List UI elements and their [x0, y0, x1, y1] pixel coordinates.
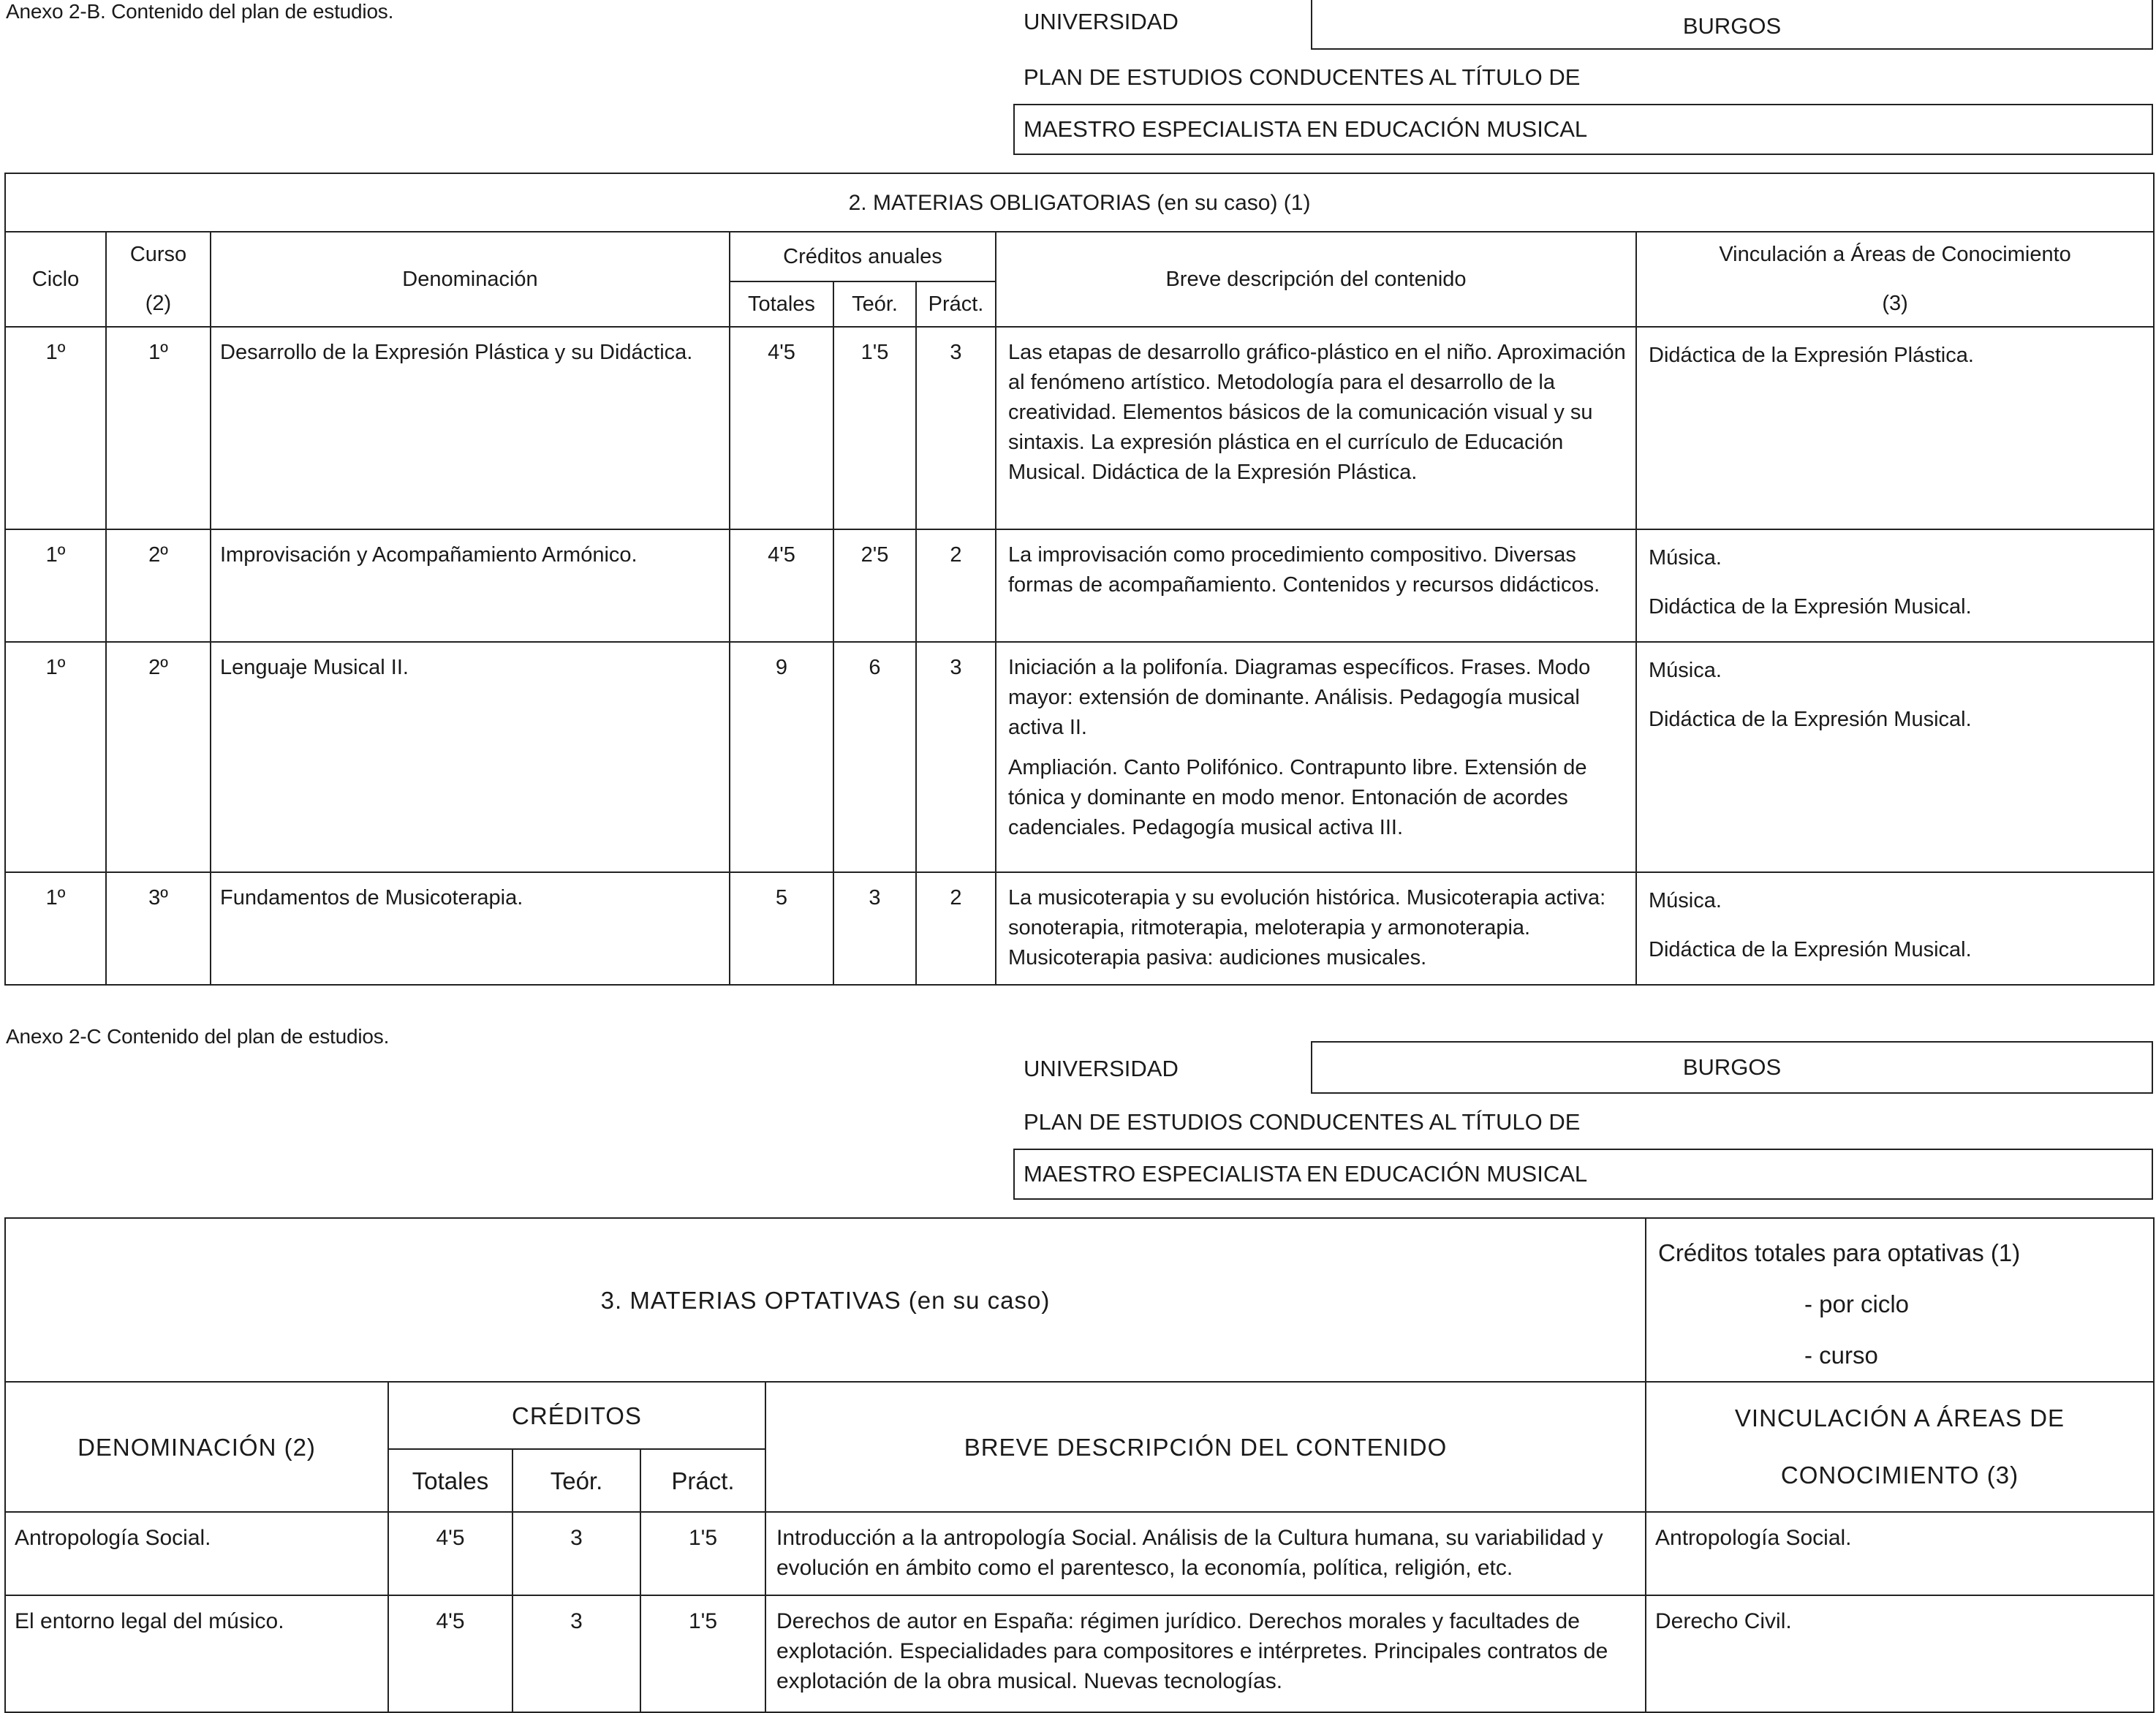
cell-totales: 4'5	[730, 327, 833, 529]
cell-areas	[1636, 872, 2154, 985]
annex-caption: Anexo 2-B. Contenido del plan de estudios.	[6, 0, 394, 23]
descripcion-paragraph: La musicoterapia y su evolución histórica. Musicoterapia activa: sonoterapia, ritmoterapia, meloterapia y armonoterapia. Musicoterapia pasiva: audiciones musicales.	[1008, 886, 1606, 969]
cell-teor: 2'5	[833, 529, 916, 642]
optativas-table	[4, 1217, 2155, 1713]
table-title: 2. MATERIAS OBLIGATORIAS (en su caso) (1)	[5, 173, 2154, 232]
col-header-denominacion: DENOMINACIÓN (2)	[5, 1382, 388, 1512]
cell-pract: 1'5	[640, 1595, 765, 1712]
table-row	[5, 1595, 2154, 1712]
cell-pract: 1'5	[640, 1512, 765, 1595]
descripcion-paragraph: Ampliación. Canto Polifónico. Contrapunto libre. Extensión de tónica y dominante en modo menor. Entonación de acordes cadenciales. Pedagogía musical activa III.	[1008, 756, 1587, 839]
cell-curso: 1º	[106, 327, 211, 529]
university-field	[1311, 0, 2153, 50]
obligatorias-table	[4, 173, 2155, 986]
table-title: 3. MATERIAS OPTATIVAS (en su caso)	[5, 1218, 1646, 1382]
table-row	[5, 327, 2154, 529]
cell-denominacion: Antropología Social.	[5, 1512, 388, 1595]
cell-totales: 5	[730, 872, 833, 985]
cell-denominacion: Fundamentos de Musicoterapia.	[211, 872, 730, 985]
cell-curso: 3º	[106, 872, 211, 985]
curso-note: (2)	[145, 292, 172, 315]
cell-ciclo: 1º	[5, 529, 106, 642]
cell-descripcion	[996, 529, 1636, 642]
cell-pract: 2	[916, 529, 996, 642]
plan-label: PLAN DE ESTUDIOS CONDUCENTES AL TÍTULO DE	[1024, 1109, 1581, 1135]
cell-denominacion: Lenguaje Musical II.	[211, 642, 730, 872]
cell-curso: 2º	[106, 642, 211, 872]
col-header-ciclo: Ciclo	[5, 232, 106, 327]
plan-value: MAESTRO ESPECIALISTA EN EDUCACIÓN MUSICAL	[1024, 1161, 1588, 1187]
plan-value: MAESTRO ESPECIALISTA EN EDUCACIÓN MUSICAL	[1024, 116, 1588, 142]
cell-teor: 3	[512, 1512, 640, 1595]
col-header-denominacion: Denominación	[211, 232, 730, 327]
area-item: Didáctica de la Expresión Musical.	[1649, 595, 1972, 619]
plan-label: PLAN DE ESTUDIOS CONDUCENTES AL TÍTULO DE	[1024, 64, 1581, 90]
cell-ciclo: 1º	[5, 642, 106, 872]
col-header-vinculacion	[1636, 232, 2154, 327]
curso-label: Curso	[129, 243, 187, 266]
cell-descripcion	[996, 642, 1636, 872]
cell-totales: 4'5	[388, 1512, 512, 1595]
area-item: Música.	[1649, 546, 1722, 570]
area-item: Música.	[1649, 659, 1722, 682]
area-item: Didáctica de la Expresión Musical.	[1649, 708, 1972, 731]
university-field	[1311, 1041, 2153, 1094]
col-header-pract: Práct.	[640, 1449, 765, 1512]
cell-ciclo: 1º	[5, 327, 106, 529]
cell-curso: 2º	[106, 529, 211, 642]
col-header-curso	[106, 232, 211, 327]
col-header-totales: Totales	[730, 281, 833, 327]
col-header-creditos: Créditos anuales	[730, 232, 996, 281]
area-item: Didáctica de la Expresión Plástica.	[1649, 344, 1974, 367]
cell-totales: 4'5	[388, 1595, 512, 1712]
cell-descripcion	[996, 327, 1636, 529]
cell-teor: 1'5	[833, 327, 916, 529]
plan-field	[1013, 104, 2153, 155]
cell-area: Antropología Social.	[1646, 1512, 2154, 1595]
annex-caption: Anexo 2-C Contenido del plan de estudios.	[6, 1025, 390, 1048]
cell-area: Derecho Civil.	[1646, 1595, 2154, 1712]
col-header-descripcion: BREVE DESCRIPCIÓN DEL CONTENIDO	[765, 1382, 1646, 1512]
university-value: BURGOS	[1682, 1054, 1782, 1080]
cell-ciclo: 1º	[5, 872, 106, 985]
descripcion-paragraph: La improvisación como procedimiento compositivo. Diversas formas de acompañamiento. Contenidos y recursos didácticos.	[1008, 543, 1600, 597]
cell-pract: 3	[916, 327, 996, 529]
vinculacion-label: Vinculación a Áreas de Conocimiento	[1719, 243, 2071, 266]
col-header-teor: Teór.	[512, 1449, 640, 1512]
table-row	[5, 872, 2154, 985]
cell-pract: 3	[916, 642, 996, 872]
optativas-credits-label: Créditos totales para optativas (1)	[1658, 1239, 2021, 1266]
university-label: UNIVERSIDAD	[1024, 9, 1179, 34]
cell-teor: 3	[512, 1595, 640, 1712]
area-item: Música.	[1649, 889, 1722, 912]
col-header-descripcion: Breve descripción del contenido	[996, 232, 1636, 327]
cell-descripcion: Derechos de autor en España: régimen jurídico. Derechos morales y facultades de explotación. Especialidades para compositores e intérpretes. Principales contratos de explotación de la obra musical. Nuevas tecnologías.	[765, 1595, 1646, 1712]
cell-denominacion: Desarrollo de la Expresión Plástica y su Didáctica.	[211, 327, 730, 529]
cell-descripcion: Introducción a la antropología Social. Análisis de la Cultura humana, su variabilidad y evolución en ámbito como el parentesco, la economía, política, religión, etc.	[765, 1512, 1646, 1595]
col-header-pract: Práct.	[916, 281, 996, 327]
col-header-vinculacion: VINCULACIÓN A ÁREAS DE CONOCIMIENTO (3)	[1646, 1382, 2154, 1512]
cell-denominacion: El entorno legal del músico.	[5, 1595, 388, 1712]
table-row	[5, 642, 2154, 872]
cell-areas	[1636, 529, 2154, 642]
cell-descripcion	[996, 872, 1636, 985]
cell-areas	[1636, 642, 2154, 872]
cell-pract: 2	[916, 872, 996, 985]
university-value: BURGOS	[1682, 13, 1782, 39]
university-label: UNIVERSIDAD	[1024, 1056, 1179, 1081]
cell-teor: 6	[833, 642, 916, 872]
plan-field	[1013, 1149, 2153, 1200]
col-header-teor: Teór.	[833, 281, 916, 327]
cell-denominacion: Improvisación y Acompañamiento Armónico.	[211, 529, 730, 642]
col-header-creditos: CRÉDITOS	[388, 1382, 765, 1449]
cell-teor: 3	[833, 872, 916, 985]
descripcion-paragraph: Iniciación a la polifonía. Diagramas específicos. Frases. Modo mayor: extensión de dominante. Análisis. Pedagogía musical activa II.	[1008, 656, 1591, 739]
table-row	[5, 1512, 2154, 1595]
optativas-curso: - curso	[1804, 1342, 1878, 1369]
area-item: Didáctica de la Expresión Musical.	[1649, 938, 1972, 961]
optativas-credits-cell	[1646, 1218, 2154, 1382]
vinculacion-note: (3)	[1882, 292, 1908, 315]
cell-totales: 4'5	[730, 529, 833, 642]
col-header-totales: Totales	[388, 1449, 512, 1512]
cell-totales: 9	[730, 642, 833, 872]
descripcion-paragraph: Las etapas de desarrollo gráfico-plástico en el niño. Aproximación al fenómeno artístico. Metodología para el desarrollo de la creatividad. Elementos básicos de la comunicación visual y su sintaxis. La expresión plástica en el currículo de Educación Musical. Didáctica de la Expresión Plástica.	[1008, 341, 1626, 484]
table-row	[5, 529, 2154, 642]
optativas-por-ciclo: - por ciclo	[1804, 1290, 1910, 1317]
cell-areas	[1636, 327, 2154, 529]
